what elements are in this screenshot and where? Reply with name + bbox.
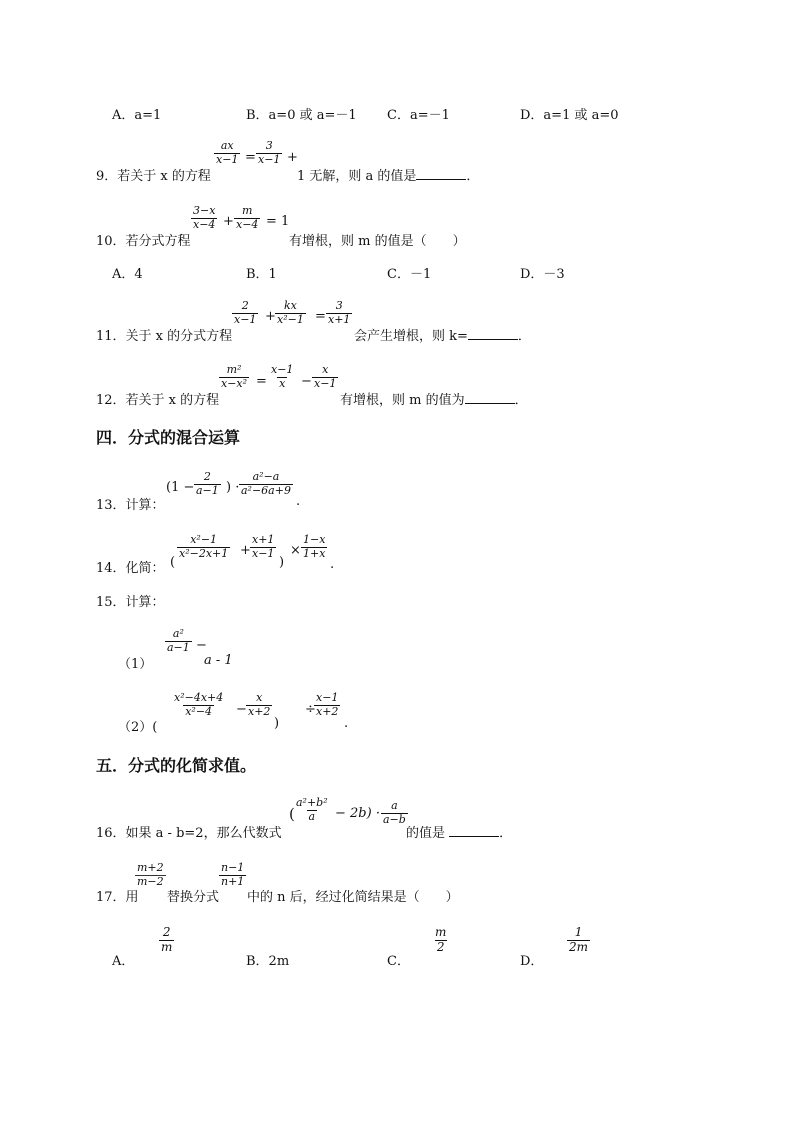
q16-f1-num: a²+b² <box>296 796 328 809</box>
q10-fraction-2 <box>234 205 260 231</box>
q11-f3-num: 3 <box>335 299 343 312</box>
q11-eq: = <box>315 309 326 324</box>
q15-p2-f2-num: x <box>256 691 263 704</box>
q11-f2-den: x²−1 <box>277 312 304 326</box>
q17-a-num: 2 <box>162 925 171 939</box>
q17-prefix: 17．用 <box>96 890 139 905</box>
q12-end: ． <box>514 393 528 408</box>
q11-end: ． <box>517 329 531 344</box>
q16-tail-text: 的值是 <box>406 826 446 841</box>
q17-mid: 替换分式 <box>167 890 220 905</box>
q13-fraction-2 <box>239 471 293 497</box>
q14-plus: + <box>240 543 251 558</box>
q15-p1-f1-den: a−1 <box>167 640 190 654</box>
q17-tail: 中的 n 后，经过化简结果是（ ） <box>247 890 459 905</box>
q15-p1-f1-num: a² <box>172 627 184 640</box>
q15-part2-fraction-3 <box>314 692 340 718</box>
q10-f2-den: x−4 <box>236 217 259 231</box>
q14-f1-num: x²−1 <box>190 533 218 546</box>
q13-f1-num: 2 <box>203 470 211 483</box>
q15-p2-f3-num: x−1 <box>316 691 339 704</box>
q10-fraction-1 <box>191 205 217 231</box>
q17-f1-den: m−2 <box>137 874 164 888</box>
q14-f3-num: 1−x <box>303 533 326 546</box>
q17-d-num: 1 <box>574 925 583 939</box>
q12-minus: − <box>301 374 312 389</box>
q9-f2-num: 3 <box>265 139 273 152</box>
q15-part1-fraction <box>165 628 192 654</box>
q11-f2-num: kx <box>283 299 297 312</box>
q9-tail <box>297 165 479 184</box>
q10-option-b: B．1 <box>246 267 277 282</box>
q11-prefix: 11．关于 x 的分式方程 <box>96 329 233 344</box>
q10-option-a: A．4 <box>112 267 143 282</box>
q10-plus: + <box>223 214 234 229</box>
q14-close: ) <box>279 555 285 570</box>
q8-option-b: B．a=0 或 a=－1 <box>246 108 357 123</box>
q9-fraction-1 <box>214 140 240 166</box>
q15-part2-close: ) <box>274 716 280 731</box>
q10-option-d: D．－3 <box>520 267 565 282</box>
q17-fraction-2 <box>219 862 246 888</box>
q13-prefix: 13．计算： <box>96 498 165 513</box>
answer-blank[interactable] <box>449 824 499 837</box>
q17-a-den: m <box>161 939 173 954</box>
q17-f1-num: m+2 <box>137 861 164 874</box>
q15-prefix: 15．计算： <box>96 595 165 610</box>
q10-prefix: 10．若分式方程 <box>96 234 191 249</box>
section-heading-4: 四．分式的混合运算 <box>96 428 241 447</box>
q11-f3-den: x+1 <box>328 312 351 326</box>
q14-fraction-1 <box>177 534 230 560</box>
q12-f3-den: x−1 <box>314 376 337 390</box>
q12-fraction-1 <box>219 364 249 390</box>
q16-fraction-1 <box>294 797 330 823</box>
q9-eq: = <box>245 150 256 165</box>
q17-option-a-fraction <box>159 926 174 955</box>
section-heading-5: 五．分式的化简求值。 <box>96 756 257 775</box>
q11-fraction-3 <box>326 300 352 326</box>
q12-fraction-2 <box>269 364 295 390</box>
q17-f2-num: n−1 <box>221 861 245 874</box>
q9-end: ． <box>466 169 480 184</box>
q15-part2-end: . <box>344 716 349 731</box>
q11-tail <box>354 325 531 344</box>
q17-option-c: C． <box>387 954 410 969</box>
q9-f1-den: x−1 <box>216 152 239 166</box>
q12-f1-den: x−x² <box>221 376 248 390</box>
q10-f2-num: m <box>241 204 253 217</box>
q16-prefix: 16．如果 a - b=2，那么代数式 <box>96 826 282 841</box>
q13-f2-num: a²−a <box>252 470 280 483</box>
q10-f1-den: x−4 <box>193 217 216 231</box>
answer-blank[interactable] <box>468 327 518 340</box>
q8-option-a: A．a=1 <box>112 108 162 123</box>
q15-part2-fraction-2 <box>246 692 272 718</box>
q14-fraction-3 <box>301 534 327 560</box>
q15-part2-minus: − <box>236 702 247 717</box>
q12-prefix: 12．若关于 x 的方程 <box>96 393 220 408</box>
q9-prefix: 9．若关于 x 的方程 <box>96 169 211 184</box>
q15-p2-f1-den: x²−4 <box>185 704 213 718</box>
q14-f3-den: 1+x <box>303 546 326 560</box>
q14-f1-den: x²−2x+1 <box>179 546 229 560</box>
q16-end: ． <box>499 826 513 841</box>
q16-f2-num: a <box>391 799 398 812</box>
q17-c-den: 2 <box>436 939 445 954</box>
q16-tail <box>406 822 512 841</box>
q13-open: (1 − <box>166 480 195 495</box>
q12-f1-num: m² <box>226 363 242 376</box>
q14-f2-den: x−1 <box>252 546 275 560</box>
q11-fraction-1 <box>232 300 258 326</box>
q9-f2-den: x−1 <box>258 152 281 166</box>
q14-prefix: 14．化简： <box>96 561 165 576</box>
q8-option-c: C．a=－1 <box>387 108 450 123</box>
q10-f1-num: 3−x <box>193 204 216 217</box>
q11-plus: + <box>265 309 276 324</box>
q14-end: . <box>330 557 335 572</box>
q17-d-den: 2m <box>569 939 589 954</box>
q12-fraction-3 <box>312 364 338 390</box>
q15-part2-label: （2）( <box>118 720 158 735</box>
q17-f2-den: n+1 <box>221 874 245 888</box>
q15-part1-tail: a - 1 <box>204 653 233 668</box>
q16-mid: − 2b) · <box>335 806 380 821</box>
q8-option-d: D．a=1 或 a=0 <box>520 108 619 123</box>
q17-option-a: A． <box>112 954 135 969</box>
q17-option-b: B．2m <box>246 954 290 969</box>
q15-p2-f1-num: x²−4x+4 <box>174 691 224 704</box>
q9-tail-text: 1 无解，则 a 的值是 <box>297 169 417 184</box>
q15-part1-label: （1） <box>118 657 153 672</box>
q9-fraction-2 <box>256 140 282 166</box>
q12-f2-num: x−1 <box>271 363 294 376</box>
q14-open: ( <box>170 555 176 570</box>
q14-f2-num: x+1 <box>252 533 275 546</box>
q11-f1-den: x−1 <box>234 312 257 326</box>
q17-option-c-fraction <box>433 926 448 955</box>
q14-fraction-2 <box>250 534 276 560</box>
q17-fraction-1 <box>135 862 166 888</box>
q11-f1-num: 2 <box>241 299 249 312</box>
q14-times: × <box>290 543 301 558</box>
q11-fraction-2 <box>275 300 306 326</box>
q17-c-num: m <box>435 925 447 939</box>
q10-tail: 有增根，则 m 的值是（ ） <box>289 234 466 249</box>
q17-option-d: D． <box>520 954 544 969</box>
answer-blank[interactable] <box>416 167 466 180</box>
q12-tail-text: 有增根，则 m 的值为 <box>340 393 465 408</box>
q11-tail-text: 会产生增根，则 k= <box>354 329 468 344</box>
q13-close: ) · <box>226 480 240 495</box>
q15-part2-div: ÷ <box>305 702 316 717</box>
q13-end: . <box>296 494 301 509</box>
q15-p2-f2-den: x+2 <box>248 704 271 718</box>
q13-f1-den: a−1 <box>196 483 219 497</box>
q16-fraction-2 <box>381 800 408 826</box>
answer-blank[interactable] <box>465 391 515 404</box>
q16-open: ( <box>289 805 295 823</box>
q13-f2-den: a²−6a+9 <box>241 483 291 497</box>
q17-option-d-fraction <box>567 926 590 955</box>
q15-part1-minus: − <box>196 638 207 653</box>
q15-p2-f3-den: x+2 <box>316 704 339 718</box>
q12-eq: = <box>256 374 267 389</box>
q12-tail <box>340 389 528 408</box>
q10-eq: = 1 <box>266 214 290 229</box>
q12-f2-den: x <box>279 376 286 390</box>
q13-fraction-1 <box>194 471 221 497</box>
q9-plus: + <box>287 150 298 165</box>
q15-part2-fraction-1 <box>172 692 225 718</box>
q16-f1-den: a <box>308 809 316 823</box>
q12-f3-num: x <box>322 363 329 376</box>
q10-option-c: C．－1 <box>387 267 432 282</box>
q16-f2-den: a−b <box>383 812 406 826</box>
q9-f1-num: ax <box>220 139 234 152</box>
